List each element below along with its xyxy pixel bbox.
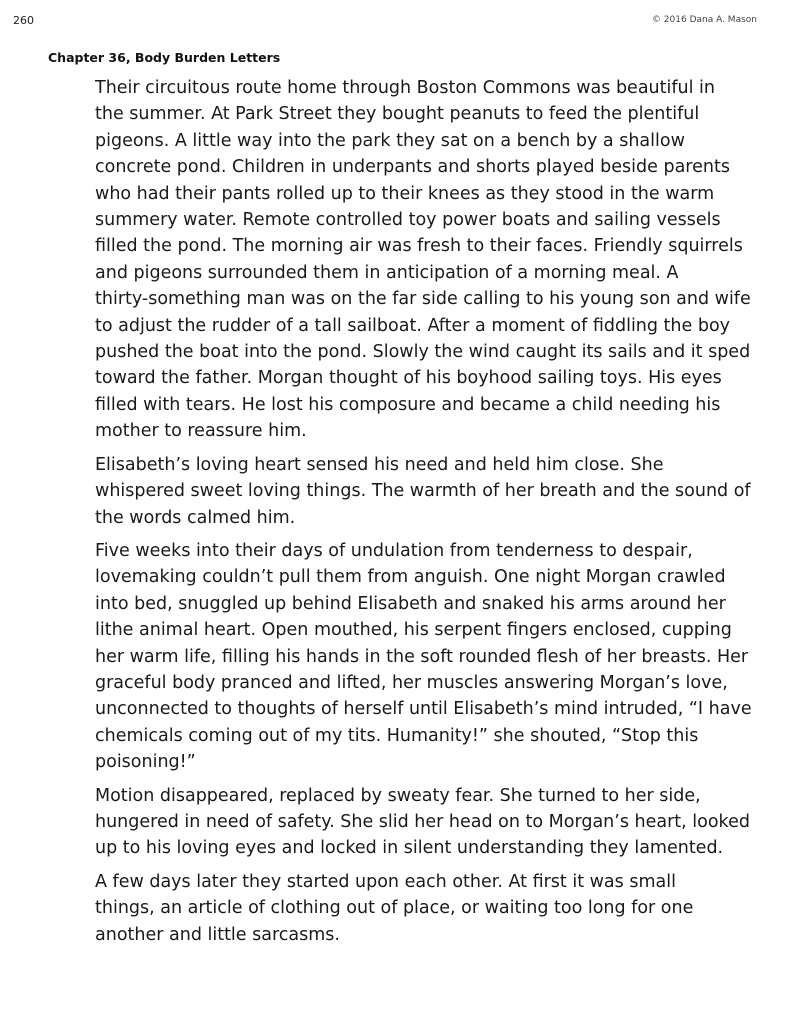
text-line: and pigeons surrounded them in anticipation of a morning meal. A xyxy=(95,262,679,283)
text-line: Five weeks into their days of undulation from tenderness to despair, xyxy=(95,540,693,561)
text-line: lithe animal heart. Open mouthed, his serpent fingers enclosed, cupping xyxy=(95,620,732,641)
text-line: pigeons. A little way into the park they sat on a bench by a shallow xyxy=(95,130,685,151)
chapter-title: Chapter 36, Body Burden Letters xyxy=(48,50,281,65)
text-line: chemicals coming out of my tits. Humanity!” she shouted, “Stop this xyxy=(95,725,699,746)
text-line: filled with tears. He lost his composure and became a child needing his xyxy=(95,394,721,415)
page-number: 260 xyxy=(13,14,34,27)
text-line: Their circuitous route home through Boston Commons was beautiful in xyxy=(95,78,715,98)
text-line: unconnected to thoughts of herself until Elisabeth’s mind intruded, “I have xyxy=(95,699,752,720)
text-line: toward the father. Morgan thought of his boyhood sailing toys. His eyes xyxy=(95,368,722,389)
paragraph-3 xyxy=(48,538,758,776)
paragraph-5 xyxy=(48,869,758,948)
text-line: the summer. At Park Street they bought peanuts to feed the plentiful xyxy=(95,104,700,125)
text-line: her warm life, filling his hands in the soft rounded flesh of her breasts. Her xyxy=(95,646,749,667)
text-line: pushed the boat into the pond. Slowly the wind caught its sails and it sped xyxy=(95,342,751,363)
paragraph-1 xyxy=(48,75,758,445)
text-line: summery water. Remote controlled toy power boats and sailing vessels xyxy=(95,210,721,231)
text-line: A few days later they started upon each other. At first it was small xyxy=(95,871,676,892)
text-line: another and little sarcasms. xyxy=(95,924,340,945)
text-line: whispered sweet loving things. The warmth of her breath and the sound of xyxy=(95,481,751,502)
copyright-notice: © 2016 Dana A. Mason xyxy=(651,15,757,25)
text-line: up to his loving eyes and locked in silent understanding they lamented. xyxy=(95,838,724,859)
text-line: lovemaking couldn’t pull them from anguish. One night Morgan crawled xyxy=(95,567,726,588)
text-line: who had their pants rolled up to their knees as they stood in the warm xyxy=(95,183,715,204)
text-line: Elisabeth’s loving heart sensed his need and held him close. She xyxy=(95,454,664,475)
text-line: filled the pond. The morning air was fresh to their faces. Friendly squirrels xyxy=(95,236,743,257)
text-line: things, an article of clothing out of place, or waiting too long for one xyxy=(95,898,694,919)
text-line: thirty-something man was on the far side calling to his young son and wife xyxy=(95,289,751,310)
text-line: hungered in need of safety. She slid her head on to Morgan’s heart, looked xyxy=(95,811,750,832)
paragraph-2 xyxy=(48,452,758,531)
paragraph-4 xyxy=(48,783,758,862)
text-line: mother to reassure him. xyxy=(95,421,307,442)
text-line: Motion disappeared, replaced by sweaty fear. She turned to her side, xyxy=(95,785,701,806)
body-text xyxy=(48,75,758,955)
text-line: poisoning!” xyxy=(95,752,196,773)
text-line: into bed, snuggled up behind Elisabeth and snaked his arms around her xyxy=(95,593,726,614)
text-line: concrete pond. Children in underpants and shorts played beside parents xyxy=(95,157,730,178)
text-line: graceful body pranced and lifted, her muscles answering Morgan’s love, xyxy=(95,672,728,693)
text-line: to adjust the rudder of a tall sailboat. After a moment of fiddling the boy xyxy=(95,315,731,336)
text-line: the words calmed him. xyxy=(95,507,296,528)
